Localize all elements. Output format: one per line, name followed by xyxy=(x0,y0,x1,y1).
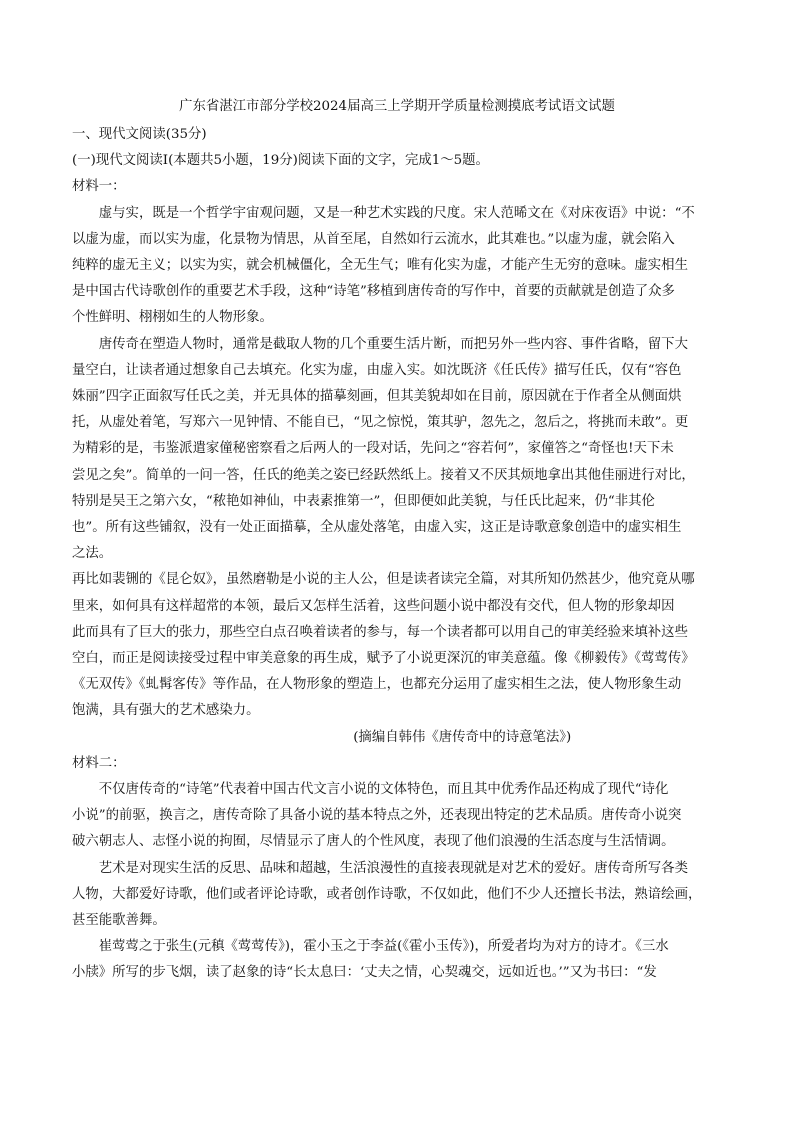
text-line: 《无双传》《虬髯客传》等作品，在人物形象的塑造上，也都充分运用了虚实相生之法，使人物形象生动 xyxy=(72,677,682,693)
text-line: 托，从虚处着笔，写郑六一见钟情、不能自已，“见之惊悦，策其驴，忽先之，忽后之，将挑而未敢”。更 xyxy=(72,415,689,431)
text-line: 以虚为虚，而以实为虚，化景物为情思，从首至尾，自然如行云流水，此其难也。”以虚为虚，就会陷入 xyxy=(72,231,675,247)
text-line: 姝丽”四字正面叙写任氏之美，并无具体的描摹刻画，但其美貌却如在目前，原因就在于作者全从侧面烘 xyxy=(72,389,682,404)
text-line: 饱满，具有强大的艺术感染力。 xyxy=(72,703,260,719)
text-line: 特别是吴王之第六女，“秾艳如神仙，中表素推第一”，但即便如此美貌，与任氏比起来，仍“非其伦 xyxy=(72,493,655,509)
text-line: 里来，如何具有这样超常的本领，最后又怎样生活着，这些问题小说中都没有交代，但人物的形象却因 xyxy=(72,598,675,614)
text-line: 尝见之矣”。简单的一问一答，任氏的绝美之姿已经跃然纸上。接着又不厌其烦地拿出其他佳丽进行对比， xyxy=(72,467,695,483)
text-line: 是中国古代诗歌创作的重要艺术手段，这种“诗笔”移植到唐传奇的写作中，首要的贡献就是创造了众多 xyxy=(72,284,675,300)
text-line: 纯粹的虚无主义；以实为实，就会机械僵化，全无生气；唯有化实为虚，才能产生无穷的意味。虚实相生 xyxy=(72,258,688,273)
text-line: 一、现代文阅读(35分) xyxy=(72,127,207,142)
text-line: 唐传奇在塑造人物时，通常是截取人物的几个重要生活片断，而把另外一些内容、事件省略，留下大 xyxy=(72,336,688,352)
text-line: 小牍》所写的步飞烟，读了赵象的诗“长太息曰：‘丈夫之情，心契魂交，远如近也。’”又为书曰：“发 xyxy=(72,965,657,981)
text-line: 材料一： xyxy=(72,179,126,195)
text-line: 为精彩的是，韦鉴派遣家僮秘密察看之后两人的一段对话，先问之“容若何”，家僮答之“奇怪也!天下未 xyxy=(72,441,674,457)
text-line: 此而具有了巨大的张力，那些空白点召唤着读者的参与，每一个读者都可以用自己的审美经验来填补这些 xyxy=(72,624,688,640)
text-line: 空白，而正是阅读接受过程中审美意象的再生成，赋予了小说更深沉的审美意蕴。像《柳毅传》《莺莺传》 xyxy=(72,651,695,666)
text-line: 甚至能歌善舞。 xyxy=(72,913,166,928)
text-line: 之法。 xyxy=(72,546,113,562)
text-line: (一)现代文阅读Ⅰ(本题共5小题，19分)阅读下面的文字，完成1～5题。 xyxy=(72,153,489,169)
text-line: 小说”的前驱，换言之，唐传奇除了具备小说的基本特点之外，还表现出特定的艺术品质。唐传奇小说突 xyxy=(72,808,682,824)
text-line: 也”。所有这些铺叙，没有一处正面描摹，全从虚处落笔，由虚入实，这正是诗歌意象创造中的虚实相生 xyxy=(72,520,682,535)
text-line: 不仅唐传奇的“诗笔”代表着中国古代文言小说的文体特色，而且其中优秀作品还构成了现代“诗化 xyxy=(72,782,669,797)
text-line: (摘编自韩伟《唐传奇中的诗意笔法》) xyxy=(72,729,572,745)
text-line: 量空白，让读者通过想象自己去填充。化实为虚，由虚入实。如沈既济《任氏传》描写任氏，仅有“容色 xyxy=(72,362,682,378)
document-title: 广东省湛江市部分学校2024届高三上学期开学质量检测摸底考试语文试题 xyxy=(179,99,615,114)
text-line: 人物，大都爱好诗歌，他们或者评论诗歌，或者创作诗歌，不仅如此，他们不少人还擅长书法，熟谙绘画， xyxy=(72,886,702,902)
text-line: 崔莺莺之于张生(元稹《莺莺传》)，霍小玉之于李益(《霍小玉传》)，所爱者均为对方的诗才。《三水 xyxy=(72,939,669,955)
text-line: 虚与实，既是一个哲学宇宙观问题，又是一种艺术实践的尺度。宋人范晞文在《对床夜语》中说：“不 xyxy=(72,205,695,221)
text-line: 艺术是对现实生活的反思、品味和超越，生活浪漫性的直接表现就是对艺术的爱好。唐传奇所写各类 xyxy=(72,860,688,876)
text-line: 再比如裴铏的《昆仑奴》，虽然磨勒是小说的主人公，但是读者读完全篇，对其所知仍然甚少，他究竟从哪 xyxy=(72,572,695,588)
text-line: 材料二： xyxy=(72,755,126,771)
text-line: 个性鲜明、栩栩如生的人物形象。 xyxy=(72,310,273,326)
text-line: 破六朝志人、志怪小说的拘囿，尽情显示了唐人的个性风度，表现了他们浪漫的生活态度与生活情调。 xyxy=(72,834,675,850)
